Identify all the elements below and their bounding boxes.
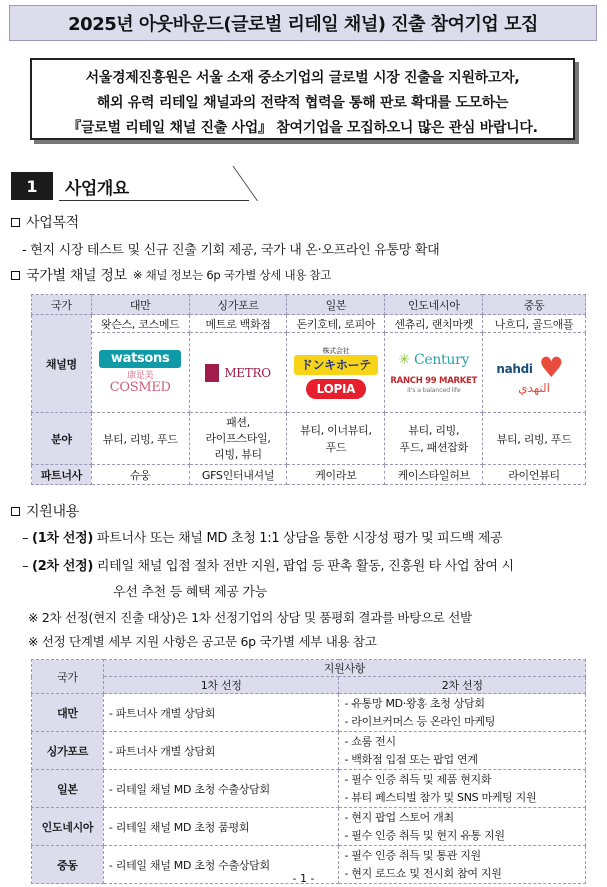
header-cell: 국가	[32, 295, 92, 315]
heart-icon: ♥	[538, 350, 564, 384]
country-cell: 인도네시아	[32, 808, 104, 846]
intro-line: 해외 유력 리테일 채널과의 전략적 협력을 통해 판로 확대를 도모하는	[96, 95, 509, 111]
row-label: 채널명	[32, 315, 92, 413]
header-cell: 대만	[91, 295, 189, 315]
header-country: 국가	[32, 660, 104, 694]
channel-names-row	[32, 315, 586, 333]
second-cell: - 쇼룸 전시 - 백화점 입점 또는 팝업 연계	[339, 732, 586, 770]
purpose-text: - 현지 시장 테스트 및 신규 진출 기회 제공, 국가 내 온·오프라인 유통망 확대	[22, 243, 440, 258]
first-cell: - 파트너사 개별 상담회	[103, 694, 339, 732]
intro-line: 서울경제진흥원은 서울 소재 중소기업의 글로벌 시장 진출을 지원하고자,	[85, 70, 520, 86]
ranch-market-tagline: it's a balanced life	[407, 385, 461, 394]
square-bullet-icon	[11, 507, 20, 516]
logo-cell-indonesia	[385, 333, 483, 413]
channel-name-cell: 왓슨스, 코스메드	[91, 315, 189, 333]
table-row	[32, 808, 586, 846]
section-underline	[59, 200, 249, 201]
cosmed-logo: COSMED	[109, 380, 171, 395]
header-cell: 일본	[287, 295, 385, 315]
partner-cell: GFS인터내셔널	[189, 465, 287, 485]
metro-logo: METRO	[224, 365, 271, 380]
second-cell: - 현지 팝업 스토어 개최 - 필수 인증 취득 및 현지 유통 지원	[339, 808, 586, 846]
purpose-heading: 사업목적	[11, 212, 79, 232]
header-first: 1차 선정	[103, 677, 339, 694]
metro-logo-mark	[205, 364, 219, 382]
intro-box	[30, 58, 575, 140]
cosmed-logo-cn: 康是美	[127, 371, 154, 381]
support-heading: 지원내용	[11, 501, 79, 521]
section-slant	[212, 166, 258, 201]
section-number: 1	[11, 172, 53, 200]
page-title: 2025년 아웃바운드(글로벌 리테일 채널) 진출 참여기업 모집	[9, 5, 597, 41]
first-cell: - 리테일 채널 MD 초청 수출상담회	[103, 846, 339, 884]
first-cell: - 리테일 채널 MD 초청 수출상담회	[103, 770, 339, 808]
first-cell: - 파트너사 개별 상담회	[103, 732, 339, 770]
header-cell: 싱가포르	[189, 295, 287, 315]
first-cell: - 리테일 채널 MD 초청 품평회	[103, 808, 339, 846]
support-line-2-cont: 우선 추천 등 혜택 제공 가능	[113, 585, 267, 600]
second-cell: - 필수 인증 취득 및 제품 현지화 - 뷰티 페스티벌 참가 및 SNS 마케팅 지원	[339, 770, 586, 808]
country-cell: 일본	[32, 770, 104, 808]
channel-table-header	[32, 295, 586, 315]
intro-line: 『글로벌 리테일 채널 진출 사업』 참여기업을 모집하오니 많은 관심 바랍니다.	[67, 120, 538, 136]
second-cell: - 필수 인증 취득 및 통관 지원 - 현지 로드쇼 및 전시회 참여 지원	[339, 846, 586, 884]
support-note-1: ※ 2차 선정(현지 진출 대상)은 1차 선정기업의 상담 및 품평회 결과를 바탕으로 선발	[28, 610, 472, 625]
channel-name-cell: 나흐디, 골드애플	[483, 315, 586, 333]
second-cell: - 유통망 MD·왕홍 초청 상담회 - 라이브커머스 등 온라인 마케팅	[339, 694, 586, 732]
field-cell: 패션, 라이프스타일, 리빙, 뷰티	[189, 413, 287, 465]
logo-cell-middle-east	[483, 333, 586, 413]
logo-cell-taiwan	[91, 333, 189, 413]
channel-name-cell: 돈키호테, 로피아	[287, 315, 385, 333]
field-row	[32, 413, 586, 465]
channel-name-cell: 센츄리, 랜치마켓	[385, 315, 483, 333]
partner-row	[32, 465, 586, 485]
header-second: 2차 선정	[339, 677, 586, 694]
sun-icon: ✳	[398, 351, 410, 368]
support-line-2: – (2차 선정) 리테일 채널 입점 절차 전반 지원, 팝업 등 판촉 활동, 진흥원 타 사업 참여 시	[22, 559, 514, 574]
country-cell: 대만	[32, 694, 104, 732]
ranch-market-logo: RANCH 99 MARKET	[390, 375, 478, 386]
century-logo: ✳ Century	[398, 351, 470, 368]
support-table	[31, 659, 586, 884]
field-cell: 뷰티, 리빙, 푸드	[91, 413, 189, 465]
section-header	[9, 166, 249, 202]
nahdi-logo-arabic: النهدي	[518, 380, 550, 395]
partner-cell: 라이언뷰티	[483, 465, 586, 485]
nahdi-logo: nahdi	[496, 361, 533, 376]
support-note-2: ※ 선정 단계별 세부 지원 사항은 공고문 6p 국가별 세부 내용 참고	[28, 634, 377, 649]
channel-heading: 국가별 채널 정보 ※ 채널 정보는 6p 국가별 상세 내용 참고	[11, 265, 331, 285]
page-number: - 1 -	[292, 872, 315, 885]
logos-row	[32, 333, 586, 413]
channel-table	[31, 294, 586, 485]
table-row	[32, 732, 586, 770]
square-bullet-icon	[11, 218, 20, 227]
watsons-logo: watsons	[99, 350, 181, 368]
header-support: 지원사항	[103, 660, 585, 677]
logo-cell-japan	[287, 333, 385, 413]
field-cell: 뷰티, 리빙, 푸드, 패션잡화	[385, 413, 483, 465]
table-row	[32, 770, 586, 808]
logo-cell-singapore	[189, 333, 287, 413]
lopia-logo: LOPIA	[306, 379, 366, 399]
partner-cell: 슈웅	[91, 465, 189, 485]
country-cell: 중동	[32, 846, 104, 884]
country-cell: 싱가포르	[32, 732, 104, 770]
row-label: 분야	[32, 413, 92, 465]
donki-small-text: 株式会社	[322, 346, 350, 355]
table-row	[32, 694, 586, 732]
row-label: 파트너사	[32, 465, 92, 485]
partner-cell: 케이스타일허브	[385, 465, 483, 485]
field-cell: 뷰티, 리빙, 푸드	[483, 413, 586, 465]
support-line-1: – (1차 선정) 파트너사 또는 채널 MD 초청 1:1 상담을 통한 시장성 평가 및 피드백 제공	[22, 531, 503, 546]
field-cell: 뷰티, 이너뷰티, 푸드	[287, 413, 385, 465]
donki-logo: ドンキホーテ	[294, 355, 378, 375]
header-cell: 중동	[483, 295, 586, 315]
partner-cell: 케이라보	[287, 465, 385, 485]
channel-name-cell: 메트로 백화점	[189, 315, 287, 333]
square-bullet-icon	[11, 271, 20, 280]
section-title: 사업개요	[65, 178, 129, 199]
header-cell: 인도네시아	[385, 295, 483, 315]
